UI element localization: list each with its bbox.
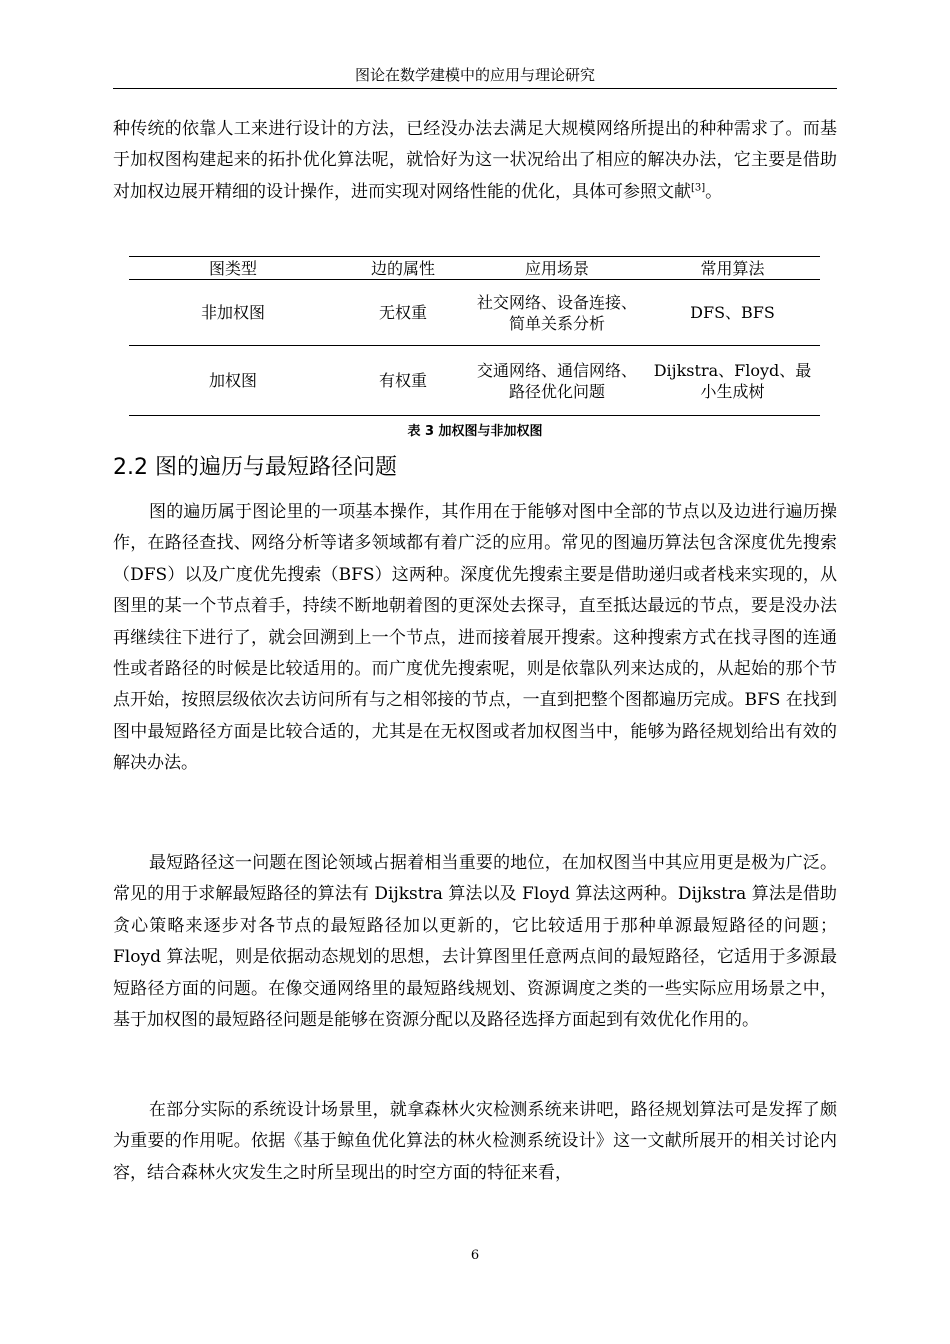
- body-paragraph: 图的遍历属于图论里的一项基本操作，其作用在于能够对图中全部的节点以及边进行遍历操作，在路径查找、网络分析等诸多领域都有着广泛的应用。常见的图遍历算法包含深度优先搜索（DFS）以及广度优先搜索（BFS）这两种。深度优先搜索主要是借助递归或者栈来实现的，从图里的某一个节点着手，持续不断地朝着图的更深处去探寻，直至抵达最远的节点，要是没办法再继续往下进行了，就会回溯到上一个节点，进而接着展开搜索。这种搜索方式在找寻图的连通性或者路径的时候是比较适用的。而广度优先搜索呢，则是依靠队列来达成的，从起始的那个节点开始，按照层级依次去访问所有与之相邻接的节点，一直到把整个图都遍历完成。BFS 在找到图中最短路径方面是比较合适的，尤其是在无权图或者加权图当中，能够为路径规划给出有效的解决办法。: [113, 502, 837, 774]
- page-number: 6: [470, 1248, 480, 1263]
- table-cell: 社交网络、设备连接、简单关系分析: [469, 280, 645, 346]
- table-cell: 加权图: [129, 346, 337, 416]
- table-cell: 无权重: [337, 280, 469, 346]
- running-header: 图论在数学建模中的应用与理论研究: [113, 62, 837, 89]
- table-header-cell: 图类型: [129, 257, 337, 280]
- table-header-cell: 边的属性: [337, 257, 469, 280]
- table-cell: Dijkstra、Floyd、最小生成树: [645, 346, 820, 416]
- table-row: [129, 280, 820, 346]
- table-cell: 有权重: [337, 346, 469, 416]
- table-cell: 交通网络、通信网络、路径优化问题: [469, 346, 645, 416]
- table-header-cell: 常用算法: [645, 257, 820, 280]
- intro-text: 种传统的依靠人工来进行设计的方法，已经没办法去满足大规模网络所提出的种种需求了。而基于加权图构建起来的拓扑优化算法呢，就恰好为这一状况给出了相应的解决办法，它主要是借助对加权边展开精细的设计操作，进而实现对网络性能的优化，具体可参照文献: [113, 119, 837, 202]
- table-row: [129, 346, 820, 416]
- table-header-cell: 应用场景: [469, 257, 645, 280]
- table-caption: 表 3 加权图与非加权图: [407, 424, 543, 439]
- intro-end: 。: [705, 181, 723, 202]
- table-header-row: [129, 257, 820, 280]
- body-paragraph: 在部分实际的系统设计场景里，就拿森林火灾检测系统来讲吧，路径规划算法可是发挥了颇为重要的作用呢。依据《基于鲸鱼优化算法的林火检测系统设计》这一文献所展开的相关讨论内容，结合森林火灾发生之时所呈现出的时空方面的特征来看，: [113, 1100, 837, 1183]
- section-heading: 2.2 图的遍历与最短路径问题: [113, 455, 397, 480]
- body-paragraph: 最短路径这一问题在图论领域占据着相当重要的地位，在加权图当中其应用更是极为广泛。常见的用于求解最短路径的算法有 Dijkstra 算法以及 Floyd 算法这两种。Dijkstra 算法是借助贪心策略来逐步对各节点的最短路径加以更新的，它比较适用于那种单源最短路径的问题；Floyd 算法呢，则是依据动态规划的思想，去计算图里任意两点间的最短路径，它适用于多源最短路径方面的问题。在像交通网络里的最短路线规划、资源调度之类的一些实际应用场景之中，基于加权图的最短路径问题是能够在资源分配以及路径选择方面起到有效优化作用的。: [113, 853, 837, 1031]
- comparison-table: [129, 256, 820, 416]
- table-cell: 非加权图: [129, 280, 337, 346]
- table-cell: DFS、BFS: [645, 280, 820, 346]
- intro-paragraph: [113, 114, 837, 208]
- citation-ref[interactable]: [3]: [691, 182, 706, 194]
